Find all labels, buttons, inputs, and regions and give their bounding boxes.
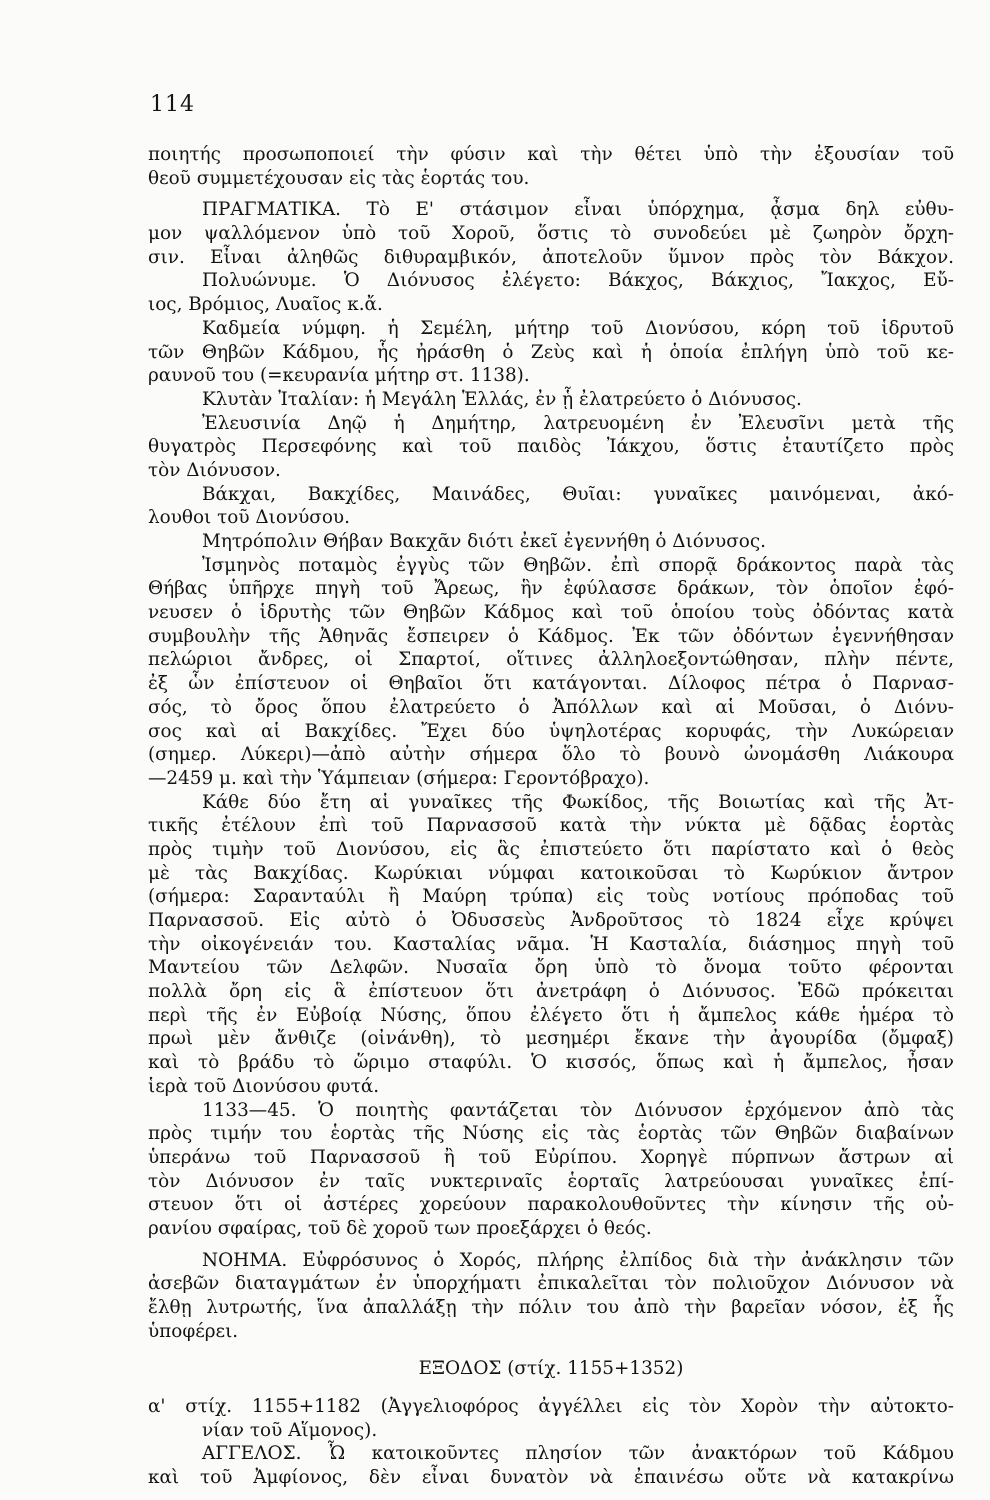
text-line: ἔλθῃ λυτρωτής, ἵνα ἀπαλλάξῃ τὴν πόλιν του ἀπὸ τὴν βαρεῖαν νόσον, ἐξ ἧς	[148, 1297, 954, 1318]
text-line: ΠΡΑΓΜΑΤΙΚΑ. Τὸ Ε' στάσιμον εἶναι ὑπόρχημα, ᾆσμα δηλ εὐθυ-	[202, 199, 954, 221]
text-line: τικῆς ἐτέλουν ἐπὶ τοῦ Παρνασσοῦ κατὰ τὴν νύκτα μὲ δᾷδας ἑορτὰς	[148, 815, 954, 837]
text-line: σιν. Εἶναι ἀληθῶς διθυραμβικόν, ἀποτελοῦν ὕμνον πρὸς τὸν Βάκχον.	[148, 246, 954, 268]
text-line: νίαν τοῦ Αἵμονος).	[202, 1419, 378, 1441]
text-line: α' στίχ. 1155+1182 (Ἀγγελιοφόρος ἀγγέλλει εἰς τὸν Χορὸν τὴν αὐτοκτο-	[148, 1396, 954, 1418]
text-line: θυγατρὸς Περσεφόνης καὶ τοῦ παιδὸς Ἰάκχου, ὅστις ἐταυτίζετο πρὸς	[148, 436, 954, 458]
text-line: τῶν Θηβῶν Κάδμου, ἧς ἠράσθη ὁ Ζεὺς καὶ ἡ ὁποία ἐπλήγη ὑπὸ τοῦ κε-	[148, 341, 954, 363]
text-line: θεοῦ συμμετέχουσαν εἰς τὰς ἑορτάς του.	[148, 167, 530, 189]
text-line: ὑπεράνω τοῦ Παρνασσοῦ ἢ τοῦ Εὐρίπου. Χορηγὲ πύρπνων ἄστρων αἱ	[148, 1146, 954, 1168]
text-line: ΑΓΓΕΛΟΣ. Ὦ κατοικοῦντες πλησίον τῶν ἀνακτόρων τοῦ Κάδμου	[202, 1443, 954, 1465]
text-line: ὑποφέρει.	[148, 1320, 239, 1342]
text-line: πολλὰ ὄρη εἰς ἃ ἐπίστευον ὅτι ἀνετράφη ὁ Διόνυσος. Ἐδῶ πρόκειται	[148, 981, 954, 1003]
text-line: ἐξ ὧν ἐπίστευον οἱ Θηβαῖοι ὅτι κατάγονται. Δίλοφος πέτρα ὁ Παρνασ-	[148, 673, 954, 695]
text-line: πρὸς τιμὴν τοῦ Διονύσου, εἰς ἃς ἐπιστεύετο ὅτι παρίστατο καὶ ὁ θεὸς	[148, 838, 954, 860]
text-line: Πολυώνυμε. Ὁ Διόνυσος ἐλέγετο: Βάκχος, Βάκχιος, Ἴακχος, Εὔ-	[202, 270, 954, 292]
text-line: σός, τὸ ὄρος ὅπου ἐλατρεύετο ὁ Ἀπόλλων καὶ αἱ Μοῦσαι, ὁ Διόνυ-	[148, 696, 954, 718]
text-line: μὲ τὰς Βακχίδας. Κωρύκιαι νύμφαι κατοικοῦσαι τὸ Κωρύκιον ἄντρον	[148, 862, 954, 884]
text-line: Κάθε δύο ἔτη αἱ γυναῖκες τῆς Φωκίδος, τῆς Βοιωτίας καὶ τῆς Ἀτ-	[202, 791, 954, 813]
page-text	[148, 143, 954, 1490]
text-line: πρὸς τιμήν του ἑορτὰς τῆς Νύσης εἰς τὰς ἑορτὰς τῶν Θηβῶν διαβαίνων	[148, 1123, 954, 1145]
text-line: —2459 μ. καὶ τὴν Ὑάμπειαν (σήμερα: Γεροντόβραχο).	[148, 767, 650, 789]
text-line: καὶ τοῦ Ἀμφίονος, δὲν εἶναι δυνατὸν νὰ ἐπαινέσω οὔτε νὰ κατακρίνω	[148, 1467, 954, 1489]
text-line: Παρνασσοῦ. Εἰς αὐτὸ ὁ Ὀδυσσεὺς Ἀνδροῦτσος τὸ 1824 εἶχε κρύψει	[148, 910, 954, 931]
text-line: περὶ τῆς ἐν Εὐβοίᾳ Νύσης, ὅπου ἐλέγετο ὅτι ἡ ἄμπελος κάθε ἡμέρα τὸ	[148, 1004, 954, 1026]
text-line: ραυνοῦ του (=κευρανία μήτηρ στ. 1138).	[148, 365, 530, 387]
text-line: Θήβας ὑπῆρχε πηγὴ τοῦ Ἄρεως, ἣν ἐφύλασσε δράκων, τὸν ὁποῖον ἐφό-	[148, 578, 954, 600]
text-line: τὴν οἰκογένειάν του. Κασταλίας νᾶμα. Ἡ Κασταλία, διάσημος πηγὴ τοῦ	[148, 933, 954, 955]
text-line: (σημερ. Λύκερι)—ἀπὸ αὐτὴν σήμερα ὅλο τὸ βουνὸ ὠνομάσθη Λιάκουρα	[148, 744, 954, 766]
text-line: ἀσεβῶν διαταγμάτων ἐν ὑπορχήματι ἐπικαλεῖται τὸν πολιοῦχον Διόνυσον νὰ	[148, 1273, 954, 1295]
text-line: σος καὶ αἱ Βακχίδες. Ἔχει δύο ὑψηλοτέρας κορυφάς, τὴν Λυκώρειαν	[148, 720, 954, 742]
text-line: ἱερὰ τοῦ Διονύσου φυτά.	[148, 1075, 380, 1097]
text-line: Ἐλευσινία Δηῷ ἡ Δημήτηρ, λατρευομένη ἐν Ἐλευσῖνι μετὰ τῆς	[202, 412, 954, 434]
text-line: νευσεν ὁ ἱδρυτὴς τῶν Θηβῶν Κάδμος καὶ τοῦ ὁποίου τοὺς ὀδόντας κατὰ	[148, 602, 954, 624]
text-line: ρανίου σφαίρας, τοῦ δὲ χοροῦ των προεξάρχει ὁ θεός.	[148, 1217, 652, 1239]
section-heading: ΕΞΟΔΟΣ (στίχ. 1155+1352)	[418, 1358, 684, 1380]
text-line: Βάκχαι, Βακχίδες, Μαινάδες, Θυῖαι: γυναῖκες μαινόμεναι, ἀκό-	[202, 483, 954, 505]
text-line: 1133—45. Ὁ ποιητὴς φαντάζεται τὸν Διόνυσον ἐρχόμενον ἀπὸ τὰς	[202, 1099, 954, 1121]
text-line: τὸν Διόνυσον ἐν ταῖς νυκτεριναῖς ἑορταῖς λατρεύουσαι γυναῖκες ἐπί-	[148, 1170, 954, 1192]
text-line: μον ψαλλόμενον ὑπὸ τοῦ Χοροῦ, ὅστις τὸ συνοδεύει μὲ ζωηρὸν ὄρχη-	[148, 223, 954, 245]
text-line: Μαντείου τῶν Δελφῶν. Νυσαῖα ὄρη ὑπὸ τὸ ὄνομα τοῦτο φέρονται	[148, 957, 954, 979]
text-line: Κλυτὰν Ἰταλίαν: ἡ Μεγάλη Ἑλλάς, ἐν ᾗ ἐλατρεύετο ὁ Διόνυσος.	[202, 388, 802, 410]
text-line: καὶ τὸ βράδυ τὸ ὥριμο σταφύλι. Ὁ κισσός, ὅπως καὶ ἡ ἄμπελος, ἦσαν	[148, 1052, 954, 1074]
text-line: Καδμεία νύμφη. ἡ Σεμέλη, μήτηρ τοῦ Διονύσου, κόρη τοῦ ἱδρυτοῦ	[202, 317, 954, 339]
text-line: συμβουλὴν τῆς Ἀθηνᾶς ἔσπειρεν ὁ Κάδμος. Ἐκ τῶν ὀδόντων ἐγεννήθησαν	[148, 625, 954, 647]
text-line: στευον ὅτι οἱ ἀστέρες χορεύουν παρακολουθοῦντες τὴν κίνησιν τῆς οὐ-	[148, 1194, 954, 1216]
text-line: ΝΟΗΜΑ. Εὐφρόσυνος ὁ Χορός, πλήρης ἐλπίδος διὰ τὴν ἀνάκλησιν τῶν	[202, 1249, 954, 1271]
page-number: 114	[150, 92, 195, 117]
text-line: πρωὶ μὲν ἄνθιζε (οἰνάνθη), τὸ μεσημέρι ἔκανε τὴν ἀγουρίδα (ὄμφαξ)	[148, 1028, 954, 1050]
text-line: λουθοι τοῦ Διονύσου.	[148, 507, 350, 529]
text-line: πελώριοι ἄνδρες, οἱ Σπαρτοί, οἵτινες ἀλληλοεξοντώθησαν, πλὴν πέντε,	[148, 649, 954, 671]
text-line: ιος, Βρόμιος, Λυαῖος κ.ἄ.	[148, 294, 383, 316]
text-line: τὸν Διόνυσον.	[148, 459, 281, 481]
text-line: Μητρόπολιν Θήβαν Βακχᾶν διότι ἐκεῖ ἐγεννήθη ὁ Διόνυσος.	[202, 531, 766, 552]
text-line: ποιητής προσωποποιεί τὴν φύσιν καὶ τὴν θέτει ὑπὸ τὴν ἐξουσίαν τοῦ	[148, 144, 954, 165]
text-line: Ἰσμηνὸς ποταμὸς ἐγγὺς τῶν Θηβῶν. ἐπὶ σπορᾷ δράκοντος παρὰ τὰς	[202, 554, 954, 576]
text-line: (σήμερα: Σαρανταύλι ἢ Μαύρη τρύπα) εἰς τοὺς νοτίους πρόποδας τοῦ	[148, 886, 954, 908]
